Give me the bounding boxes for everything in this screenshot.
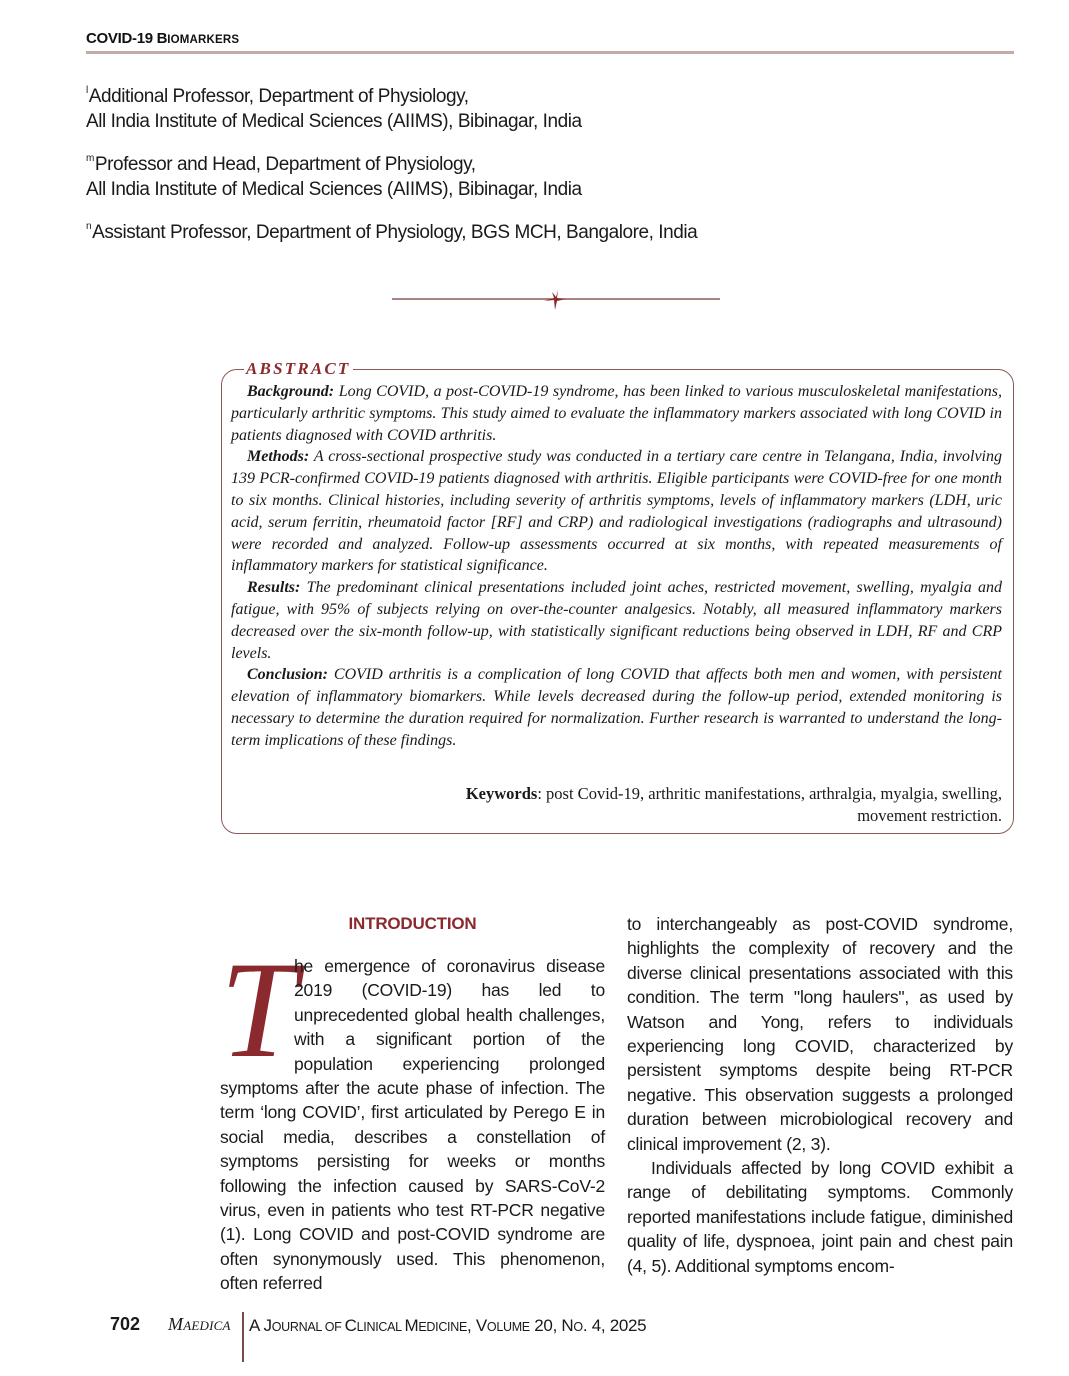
section-heading-introduction: INTRODUCTION: [348, 914, 477, 933]
journal-info: A JOURNAL OF CLINICAL MEDICINE, VOLUME 20, NO. 4, 2025: [249, 1316, 647, 1335]
abstract-methods: Methods: A cross-sectional prospective study was conducted in a tertiary care centre in Telangana, India, involving 139 PCR-confirmed COVID-19 patients diagnosed with arthritis. Eligible participants were COVID-free for one month to six months. Clinical histories, including severity of arthritis symptoms, levels of inflammatory markers (LDH, uric acid, serum ferritin, rheumatoid factor [RF] and CRP) and radiological investigations (radiographs and ultrasound) were recorded and analyzed. Follow-up assessments occurred at six months, with repeated measurements of inflammatory markers for statistical significance.: [231, 448, 1002, 575]
body-column-left: T he emergence of coronavirus disease 2019 (COVID-19) has led to unprecedented global health challenges, with a significant portion of the population experiencing prolonged symptoms after the acute phase of infection. The term ‘long COVID’, first articulated by Perego E in social media, describes a constellation of symptoms persisting for weeks or months following the infection caused by SARS-CoV-2 virus, even in patients who test RT-PCR negative (1). Long COVID and post-COVID syndrome are often synonymously used. This phenomenon, often referred: [220, 933, 605, 1294]
journal-name: MAEDICA: [168, 1314, 231, 1334]
abstract-results: Results: The predominant clinical presentations included joint aches, restricted movement, swelling, myalgia and fatigue, with 95% of subjects relying on over-the-counter analgesics. Notably, all measured inflammatory markers decreased over the six-month follow-up, with statistically significant reductions being observed in LDH, RF and CRP levels.: [231, 579, 1002, 662]
footer-rule: [242, 1312, 244, 1362]
body-column-right: [627, 912, 1013, 1278]
paragraph: to interchangeably as post-COVID syndrome, highlights the complexity of recovery and the diverse clinical presentations associated with this condition. The term "long haulers", as used by Watson and Yong, refers to individuals experiencing long COVID, characterized by persistent symptoms despite being RT-PCR negative. This observation suggests a prolonged duration between microbiological recovery and clinical improvement (2, 3).: [627, 914, 1013, 1154]
header-rule: [86, 51, 1014, 54]
ornament-divider-icon: [392, 286, 720, 312]
affiliation-l: $^l$Additional Professor, Department of Physiology, All India Institute of Medical Sciences (AIIMS), Bibinagar, India: [86, 85, 582, 132]
affiliation-m: $^m$Professor and Head, Department of Physiology, All India Institute of Medical Sciences (AIIMS), Bibinagar, India: [86, 153, 582, 200]
running-head: COVID-19 BIOMARKERS: [86, 30, 240, 47]
abstract-conclusion: Conclusion: COVID arthritis is a complication of long COVID that affects both men and women, with persistent elevation of inflammatory biomarkers. While levels decreased during the follow-up period, extended monitoring is necessary to determine the duration required for normalization. Further research is warranted to understand the long-term implications of these findings.: [231, 666, 1002, 749]
paragraph: Individuals affected by long COVID exhibit a range of debilitating symptoms. Commonly reported manifestations include fatigue, diminished quality of life, dyspnoea, joint pain and chest pain (4, 5). Additional symptoms encom-: [627, 1158, 1013, 1276]
keywords: Keywords: post Covid-19, arthritic manifestations, arthralgia, myalgia, swelling, movement restriction.: [465, 784, 1002, 825]
abstract-background: Background: Long COVID, a post-COVID-19 syndrome, has been linked to various musculoskeletal manifestations, particularly arthritic symptoms. This study aimed to evaluate the inflammatory markers associated with long COVID in patients diagnosed with COVID arthritis.: [231, 383, 1002, 444]
page-number: 702: [110, 1314, 141, 1334]
abstract-body: [231, 381, 1002, 752]
dropcap: T: [220, 933, 297, 1086]
abstract-title: ABSTRACT: [246, 359, 351, 378]
affiliations: [86, 78, 986, 257]
affiliation-n: $^n$Assistant Professor, Department of Physiology, BGS MCH, Bangalore, India: [86, 221, 698, 243]
